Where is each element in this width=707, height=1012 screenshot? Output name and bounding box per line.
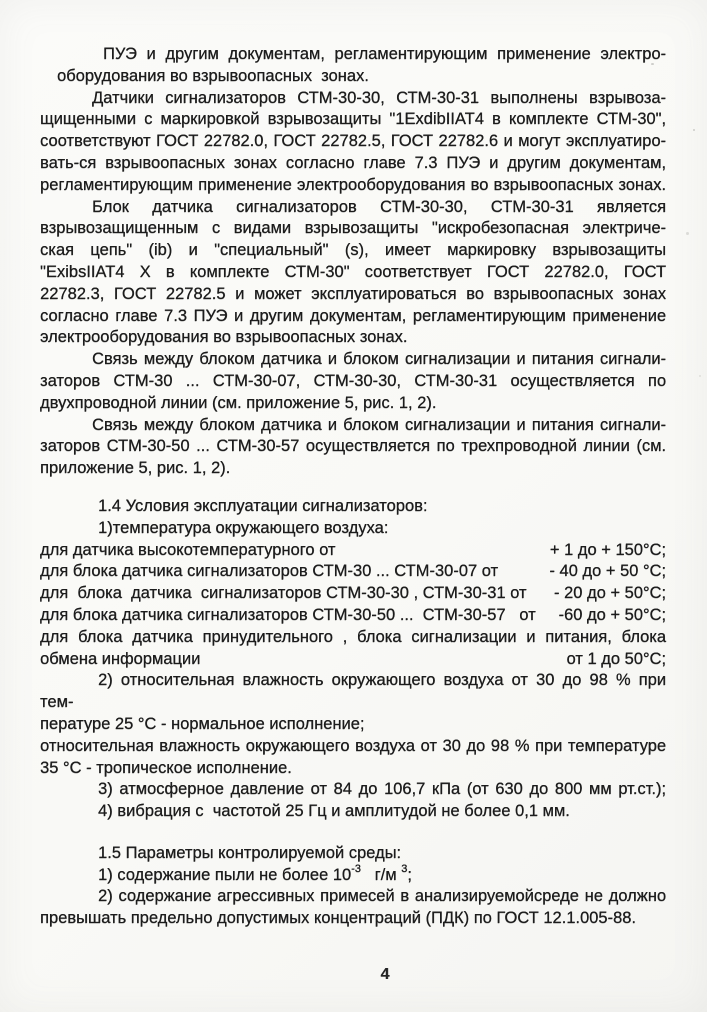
text-line	[40, 649, 666, 671]
text-line: Блок датчика сигнализаторов СТМ-30-30, СТМ-30-31 является	[92, 197, 666, 216]
scan-noise-speck	[651, 63, 654, 65]
text-fragment: ;	[407, 865, 412, 884]
text-line: пературе 25 °С - нормальное исполнение;	[40, 714, 365, 733]
paragraph-gap	[40, 480, 666, 496]
text-line	[40, 605, 666, 627]
text-line: Связь между блоком датчика и блоком сигнализации и питания сигнали-	[92, 350, 666, 369]
scan-noise-speck	[693, 129, 695, 131]
text-line: взрывозащищенным с видами взрывозащиты "искробезопасная электриче-	[40, 219, 666, 238]
text-line: 22782.3, ГОСТ 22782.5 и может эксплуатироваться во взрывоопасных зонах	[40, 284, 666, 303]
superscript: -3	[351, 863, 361, 876]
scan-noise-speck	[699, 375, 701, 377]
text-line: заторов СТМ-30 ... СТМ-30-07, СТМ-30-30, СТМ-30-31 осуществляется по	[40, 371, 666, 390]
spec-label: для блока датчика сигнализаторов СТМ-30 ... СТМ-30-07 от	[40, 562, 499, 581]
text-line: 2) содержание агрессивных примесей в анализируемойсреде не должно	[98, 887, 666, 906]
text-fragment: 1) содержание пыли не более 10	[98, 865, 352, 884]
spec-value: - 20 до + 50°С;	[553, 584, 666, 603]
text-line: согласно главе 7.3 ПУЭ и другим документам, регламентирующим применение	[40, 306, 666, 325]
text-line: приложение 5, рис. 1, 2).	[40, 459, 231, 478]
text-line: заторов СТМ-30-50 ... СТМ-30-57 осуществляется по трехпроводной линии (см.	[40, 437, 666, 456]
spec-label: обмена информации	[40, 649, 201, 668]
text-line: 4) вибрация с частотой 25 Гц и амплитудой не более 0,1 мм.	[98, 802, 570, 821]
superscript: 3	[401, 863, 408, 876]
scan-noise-speck	[686, 232, 689, 235]
text-line: электрооборудования во взрывоопасных зонах.	[40, 328, 408, 347]
text-line: 3) атмосферное давление от 84 до 106,7 кПа (от 630 до 800 мм рт.ст.);	[98, 780, 666, 799]
text-line	[40, 865, 666, 887]
spec-label: для блока датчика сигнализаторов СТМ-30-30 , СТМ-30-31 от	[40, 584, 527, 603]
text-line: "ExibsIIAT4 Х в комплекте СТМ-30" соответствует ГОСТ 22782.0, ГОСТ	[40, 262, 666, 281]
text-line: 1.4 Условия эксплуатации сигнализаторов:	[98, 496, 428, 515]
page-number: 4	[380, 966, 390, 983]
spec-value: -60 до + 50°С;	[558, 605, 666, 624]
text-line: ская цепь" (ib) и "специальный" (s), имеет маркировку взрывозащиты	[40, 241, 666, 260]
text-line: оборудования во взрывоопасных зонах.	[57, 66, 369, 85]
text-line: щищенными с маркировкой взрывозащиты "1ExdibIIAT4 в комплекте СТМ-30",	[40, 110, 666, 129]
text-line	[40, 561, 666, 583]
spec-value: + 1 до + 150°С;	[549, 540, 666, 559]
text-block	[40, 44, 666, 930]
text-line: для блока датчика принудительного , блока сигнализации и питания, блока	[40, 627, 666, 646]
text-line: 35 °С - тропическое исполнение.	[40, 758, 292, 777]
text-line	[40, 540, 666, 562]
spec-label: для блока датчика сигнализаторов СТМ-30-50 ... СТМ-30-57 от	[40, 605, 536, 624]
text-fragment: г/м	[360, 865, 402, 884]
spec-value: от 1 до 50°С;	[566, 649, 666, 668]
text-line: ПУЭ и другим документам, регламентирующим применение электро-	[103, 45, 666, 63]
text-line: регламентирующим применение электрооборудования во взрывоопасных зонах.	[40, 175, 666, 194]
spec-value: - 40 до + 50 °С;	[549, 562, 666, 581]
text-line: соответствуют ГОСТ 22782.0, ГОСТ 22782.5, ГОСТ 22782.6 и могут эксплуатиро-	[40, 132, 666, 151]
text-line: относительная влажность окружающего воздуха от 30 до 98 % при температуре	[40, 736, 666, 755]
text-line: двухпроводной линии (см. приложение 5, рис. 1, 2).	[40, 393, 437, 412]
text-line: 1)температура окружающего воздуха:	[98, 518, 389, 537]
text-line: вать-ся взрывоопасных зонах согласно главе 7.3 ПУЭ и другим документам,	[40, 153, 666, 172]
text-line	[40, 583, 666, 605]
text-line: Связь между блоком датчика и блоком сигнализации и питания сигнали-	[92, 415, 666, 434]
text-line: 2) относительная влажность окружающего воздуха от 30 до 98 % при тем-	[40, 671, 666, 712]
text-line: превышать предельно допустимых концентраций (ПДК) по ГОСТ 12.1.005-88.	[40, 909, 636, 928]
spec-label: для датчика высокотемпературного от	[40, 540, 336, 559]
paragraph-gap	[40, 823, 666, 843]
text-line: 1.5 Параметры контролируемой среды:	[98, 843, 402, 862]
text-line: Датчики сигнализаторов СТМ-30-30, СТМ-30-31 выполнены взрывоза-	[92, 88, 666, 107]
